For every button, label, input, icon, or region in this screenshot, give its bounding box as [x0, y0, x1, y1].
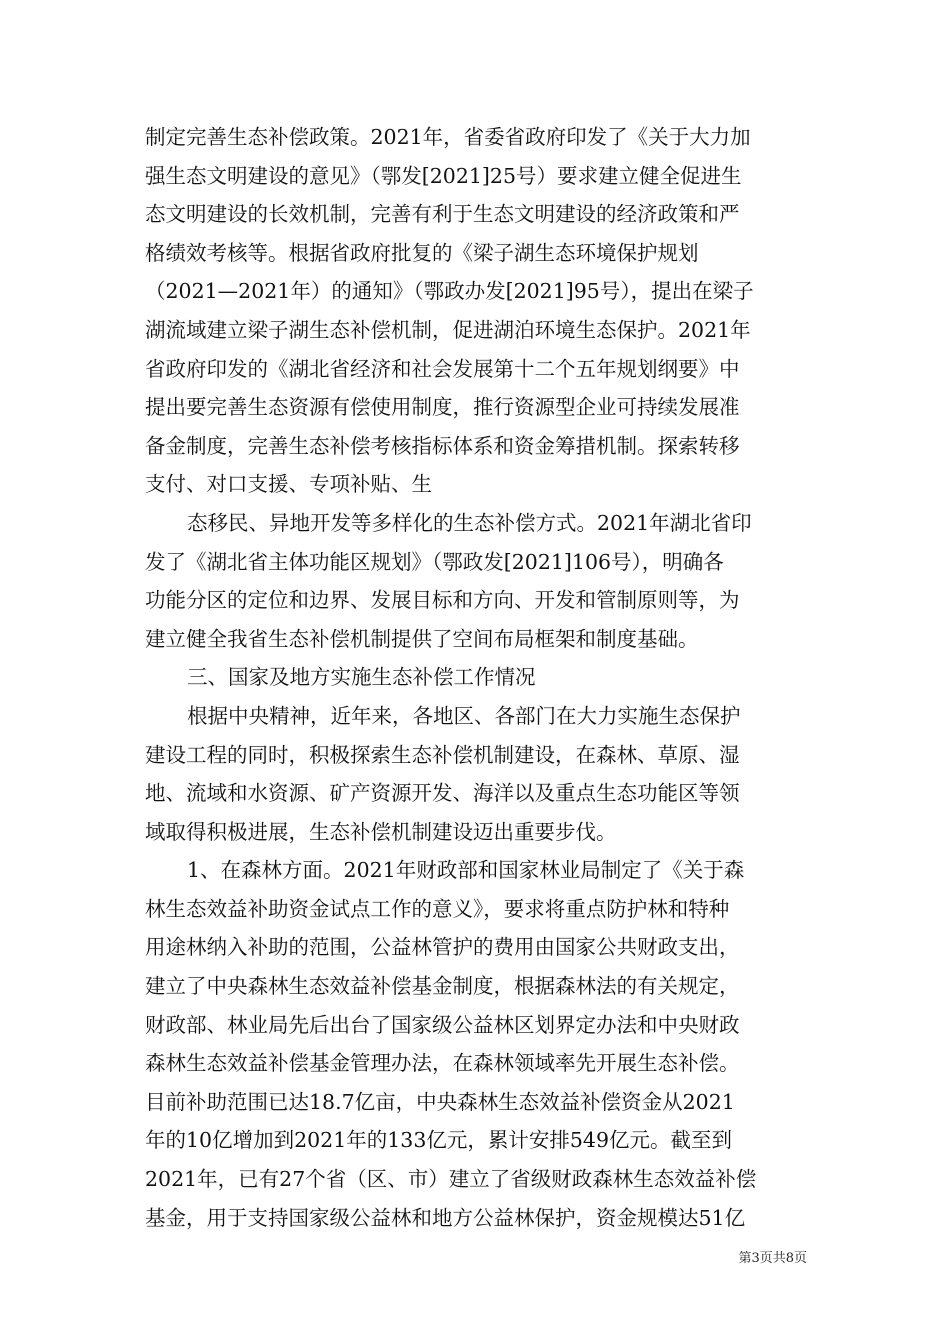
- text-line: （2021—2021年）的通知》（鄂政办发[2021]95号），提出在梁子: [145, 279, 754, 304]
- text-line: 湖流域建立梁子湖生态补偿机制，促进湖泊环境生态保护。2021年: [145, 317, 751, 342]
- text-line: 目前补助范围已达18.7亿亩，中央森林生态效益补偿资金从2021: [145, 1089, 735, 1114]
- text-line: 根据中央精神，近年来，各地区、各部门在大力实施生态保护: [187, 703, 741, 728]
- section-heading: [145, 658, 809, 697]
- text-line: 1、在森林方面。2021年财政部和国家林业局制定了《关于森: [187, 858, 745, 883]
- paragraph-3: [145, 697, 809, 851]
- text-line: 支付、对口支援、专项补贴、生: [145, 472, 432, 497]
- text-line: 功能分区的定位和边界、发展目标和方向、开发和管制原则等，为: [145, 588, 740, 613]
- text-line: 年的10亿增加到2021年的133亿元，累计安排549亿元。截至到: [145, 1128, 733, 1153]
- text-line: 建设工程的同时，积极探索生态补偿机制建设，在森林、草原、湿: [145, 742, 740, 767]
- paragraph-2: [145, 504, 809, 658]
- text-line: 财政部、林业局先后出台了国家级公益林区划界定办法和中央财政: [145, 1012, 740, 1037]
- text-line: 格绩效考核等。根据省政府批复的《梁子湖生态环境保护规划: [145, 240, 699, 265]
- paragraph-1: [145, 118, 809, 504]
- text-line: 制定完善生态补偿政策。2021年，省委省政府印发了《关于大力加: [145, 125, 751, 149]
- text-line: 备金制度，完善生态补偿考核指标体系和资金筹措机制。探索转移: [145, 433, 740, 458]
- text-line: 森林生态效益补偿基金管理办法，在森林领域率先开展生态补偿。: [145, 1051, 740, 1076]
- text-line: 建立健全我省生态补偿机制提供了空间布局框架和制度基础。: [145, 626, 699, 651]
- text-line: 域取得积极进展，生态补偿机制建设迈出重要步伐。: [145, 819, 617, 844]
- page-number: 第3页共8页: [738, 1251, 807, 1266]
- text-line: 用途林纳入补助的范围，公益林管护的费用由国家公共财政支出，: [145, 935, 740, 960]
- text-line: 提出要完善生态资源有偿使用制度，推行资源型企业可持续发展准: [145, 395, 740, 420]
- paragraph-4: [145, 851, 809, 1237]
- text-line: 基金，用于支持国家级公益林和地方公益林保护，资金规模达51亿: [145, 1205, 746, 1230]
- text-line: 2021年，已有27个省（区、市）建立了省级财政森林生态效益补偿: [145, 1167, 757, 1192]
- text-line: 发了《湖北省主体功能区规划》（鄂政发[2021]106号），明确各: [145, 549, 724, 574]
- text-line: 态文明建设的长效机制，完善有利于生态文明建设的经济政策和严: [145, 202, 740, 227]
- text-line: 省政府印发的《湖北省经济和社会发展第十二个五年规划纲要》中: [145, 356, 740, 381]
- heading-line: 三、国家及地方实施生态补偿工作情况: [187, 665, 536, 690]
- document-body: [145, 118, 809, 1237]
- text-line: 态移民、异地开发等多样化的生态补偿方式。2021年湖北省印: [187, 510, 752, 535]
- text-line: 强生态文明建设的意见》（鄂发[2021]25号）要求建立健全促进生: [145, 163, 742, 188]
- text-line: 建立了中央森林生态效益补偿基金制度，根据森林法的有关规定，: [145, 974, 740, 999]
- text-line: 林生态效益补助资金试点工作的意义》，要求将重点防护林和特种: [145, 896, 730, 921]
- text-line: 地、流域和水资源、矿产资源开发、海洋以及重点生态功能区等领: [145, 781, 740, 806]
